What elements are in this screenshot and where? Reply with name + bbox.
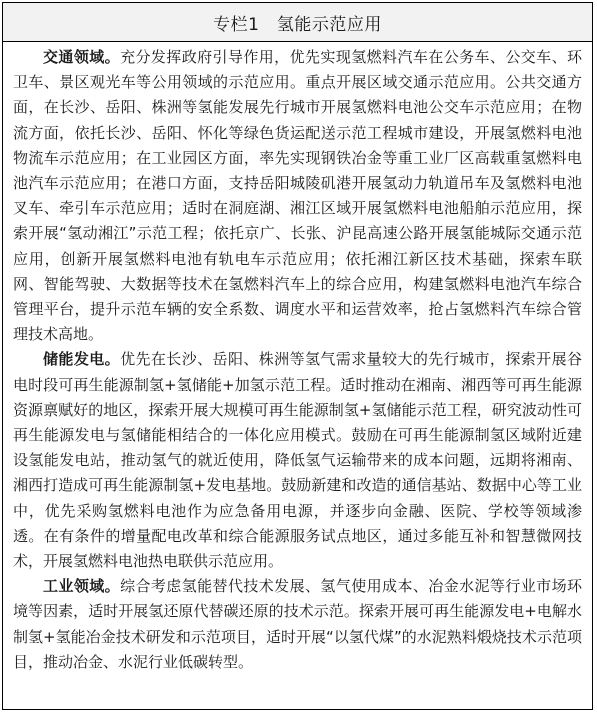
- box-content: [3, 42, 592, 675]
- paragraph-energy-storage: [13, 347, 582, 574]
- box-title: 专栏1 氢能示范应用: [213, 14, 382, 35]
- paragraph-text: 优先在长沙、岳阳、株洲等氢气需求量较大的先行城市，探索开展谷电时段可再生能源制氢+氢储能+加氢示范工程。适时推动在湘南、湘西等可再生能源资源禀赋好的地区，探索开展大规模可再生能源制氢+氢储能示范工程，研究波动性可再生能源发电与氢储能相结合的一体化应用模式。鼓励在可再生能源制氢区域附近建设氢能发电站，推动氢气的就近使用，降低氢气运输带来的成本问题，远期将湘南、湘西打造成可再生能源制氢+发电基地。鼓励新建和改造的通信基站、数据中心等工业中，优先采购氢燃料电池作为应急备用电源，并逐步向金融、医院、学校等领域渗透。在有条件的增量配电改革和综合能源服务试点地区，通过多能互补和智慧微网技术，开展氢燃料电池热电联供示范应用。: [13, 350, 582, 571]
- paragraph-transport: [13, 45, 582, 347]
- box-title-bar: [3, 3, 592, 42]
- paragraph-industry: [13, 574, 582, 675]
- paragraph-heading: 储能发电。: [43, 350, 121, 369]
- paragraph-heading: 工业领域。: [43, 577, 121, 596]
- paragraph-text: 充分发挥政府引导作用，优先实现氢燃料汽车在公务车、公交车、环卫车、景区观光车等公用领域的示范应用。重点开展区域交通示范应用。公共交通方面，在长沙、岳阳、株洲等氢能发展先行城市开展氢燃料电池公交车示范应用；在物流方面，依托长沙、岳阳、怀化等绿色货运配送示范工程城市建设，开展氢燃料电池物流车示范应用；在工业园区方面，率先实现钢铁冶金等重工业厂区高载重氢燃料电池汽车示范应用；在港口方面，支持岳阳城陵矶港开展氢动力轨道吊车及氢燃料电池叉车、牵引车示范应用；适时在洞庭湖、湘江区域开展氢燃料电池船舶示范应用，探索开展“氢动湘江”示范工程；依托京广、长张、沪昆高速公路开展氢能城际交通示范应用，创新开展氢燃料电池有轨电车示范应用；依托湘江新区技术基础，探索车联网、智能驾驶、大数据等技术在氢燃料汽车上的综合应用，构建氢燃料电池汽车综合管理平台，提升示范车辆的安全系数、调度水平和运营效率，抢占氢燃料汽车综合管理技术高地。: [13, 48, 582, 344]
- paragraph-heading: 交通领域。: [43, 48, 121, 66]
- sidebar-box: [2, 2, 593, 710]
- paragraph-text: 综合考虑氢能替代技术发展、氢气使用成本、冶金水泥等行业市场环境等因素，适时开展氢还原代替碳还原的技术示范。探索开展可再生能源发电+电解水制氢+氢能冶金技术研发和示范项目，适时开展“以氢代煤”的水泥熟料煅烧技术示范项目，推动冶金、水泥行业低碳转型。: [13, 577, 582, 671]
